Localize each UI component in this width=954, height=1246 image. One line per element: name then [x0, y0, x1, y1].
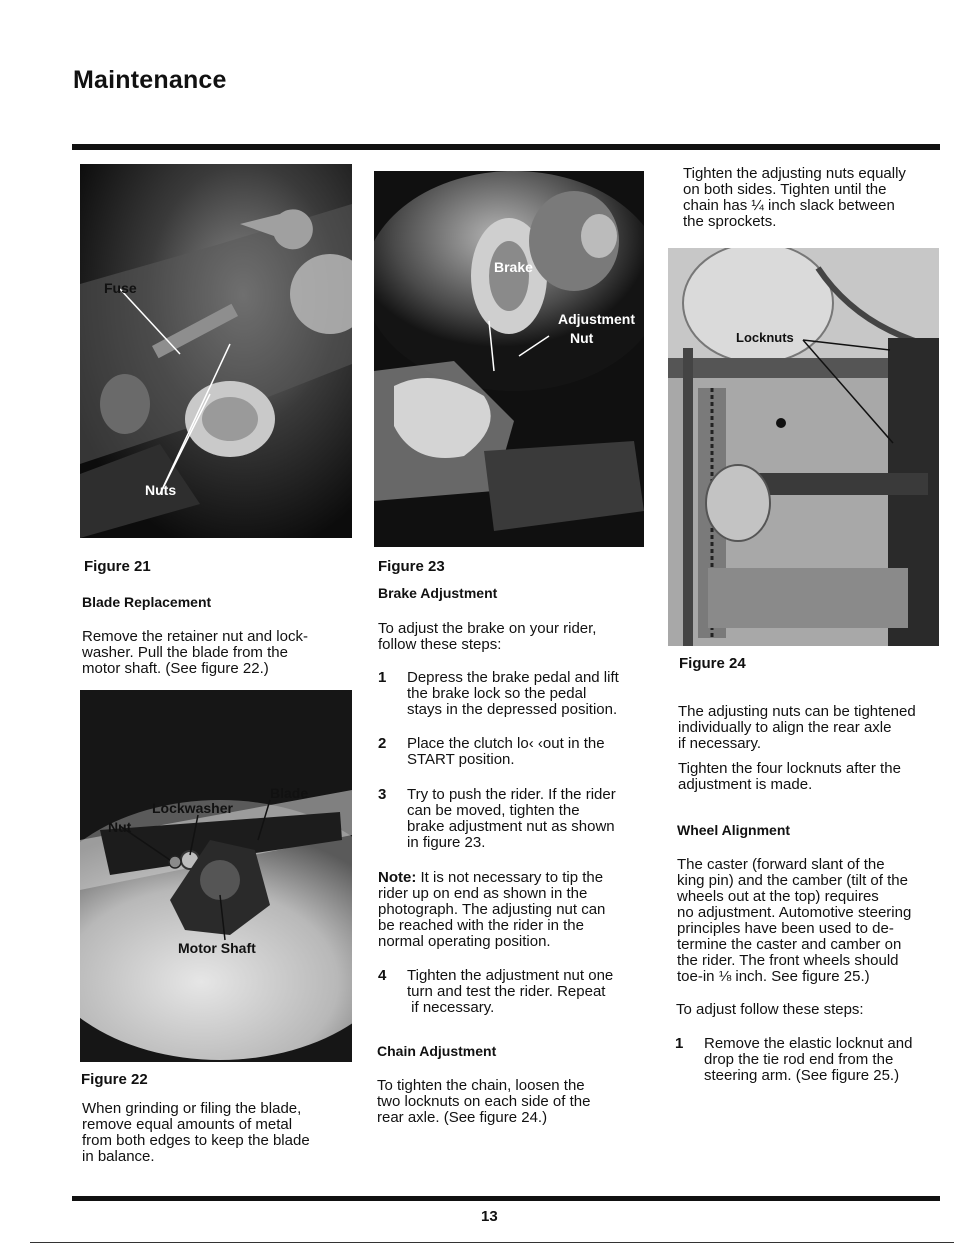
text-line: remove equal amounts of metal	[82, 1116, 293, 1133]
adjust-steps-intro: To adjust follow these steps:	[676, 1001, 864, 1018]
edge-rule	[30, 1242, 954, 1243]
fuse-label: Fuse	[104, 280, 137, 296]
text-line: photograph. The adjusting nut can	[378, 901, 606, 918]
text-line: in figure 23.	[407, 834, 486, 851]
locknuts-label: Locknuts	[736, 330, 794, 345]
adjusting-nuts-text	[678, 704, 916, 752]
figure-21-caption: Figure 21	[84, 558, 151, 575]
text-line: in balance.	[82, 1148, 155, 1165]
text-line: can be moved, tighten the	[407, 802, 580, 819]
text-line: Depress the brake pedal and lift	[407, 669, 619, 686]
text-line: principles have been used to de-	[677, 920, 894, 937]
text-line: if necessary.	[407, 999, 495, 1016]
text-line: motor shaft. (See figure 22.)	[82, 660, 269, 677]
text-line: It is not necessary to tip the	[416, 869, 604, 886]
text-line: no adjustment. Automotive steering	[677, 904, 912, 921]
step-number: 3	[378, 786, 387, 803]
text-line: washer. Pull the blade from the	[82, 644, 288, 661]
brake-step-4	[378, 968, 658, 1020]
text-line: When grinding or filing the blade,	[82, 1100, 302, 1117]
wheel-alignment-heading: Wheel Alignment	[677, 822, 791, 838]
text-line: Try to push the rider. If the rider	[407, 786, 616, 803]
text-line: wheels out at the top) requires	[677, 888, 879, 905]
text-line: rider up on end as shown in the	[378, 885, 588, 902]
page-number: 13	[481, 1208, 498, 1225]
step-number: 4	[378, 967, 387, 984]
text-line: Remove the elastic locknut and	[704, 1035, 913, 1052]
nut-label: Nut	[108, 819, 132, 835]
text-line: toe-in ⅛ inch. See figure 25.)	[677, 968, 870, 985]
step-number: 1	[378, 669, 387, 686]
text-line: follow these steps:	[378, 636, 502, 653]
text-line: two locknuts on each side of the	[377, 1093, 591, 1110]
text-line: START position.	[407, 751, 515, 768]
text-line: To tighten the chain, loosen the	[377, 1077, 585, 1094]
blade-replacement-text	[82, 629, 308, 677]
text-line: Tighten the four locknuts after the	[678, 760, 901, 777]
brake-step-3	[378, 787, 658, 855]
text-line: drop the tie rod end from the	[704, 1051, 894, 1068]
step-number: 1	[675, 1035, 684, 1052]
text-line: adjustment is made.	[678, 776, 813, 793]
text-line: The caster (forward slant of the	[677, 856, 885, 873]
brake-step-1	[378, 670, 658, 722]
text-line: the rider. The front wheels should	[677, 952, 899, 969]
text-line: Place the clutch lo‹ ‹out in the	[407, 735, 605, 752]
text-line: from both edges to keep the blade	[82, 1132, 310, 1149]
text-line: stays in the depressed position.	[407, 701, 618, 718]
text-line: To adjust the brake on your rider,	[378, 620, 597, 637]
tighten-nuts-text	[683, 166, 906, 230]
motor-shaft-label: Motor Shaft	[178, 940, 256, 956]
text-line: on both sides. Tighten until the	[683, 181, 887, 198]
note-text	[378, 870, 605, 950]
text-line: normal operating position.	[378, 933, 551, 950]
text-line: The adjusting nuts can be tightened	[678, 703, 916, 720]
note-label: Note:	[378, 869, 417, 886]
bottom-rule	[72, 1196, 940, 1201]
text-line: turn and test the rider. Repeat	[407, 983, 606, 1000]
brake-label: Brake	[494, 259, 533, 275]
figure-22-photo	[80, 690, 352, 1062]
brake-intro-text	[378, 621, 596, 653]
adjustment-label: Adjustment	[558, 311, 635, 327]
text-line: chain has ¼ inch slack between	[683, 197, 895, 214]
nuts-label: Nuts	[145, 482, 177, 498]
text-line: if necessary.	[678, 735, 762, 752]
wheel-alignment-text	[677, 857, 911, 985]
figure-23-caption: Figure 23	[378, 558, 445, 575]
lockwasher-label: Lockwasher	[152, 800, 233, 816]
chain-adjustment-heading: Chain Adjustment	[377, 1043, 497, 1059]
text-line: brake adjustment nut as shown	[407, 818, 615, 835]
text-line: individually to align the rear axle	[678, 719, 892, 736]
top-rule	[72, 144, 940, 150]
brake-step-2	[378, 736, 658, 772]
text-line: Tighten the adjustment nut one	[407, 967, 614, 984]
text-line: be reached with the rider in the	[378, 917, 584, 934]
blade-label: Blade	[270, 785, 309, 801]
text-line: king pin) and the camber (tilt of the	[677, 872, 908, 889]
step-number: 2	[378, 735, 387, 752]
chain-adjustment-text	[377, 1078, 590, 1126]
text-line: steering arm. (See figure 25.)	[704, 1067, 900, 1084]
page-title: Maintenance	[73, 66, 227, 94]
text-line: termine the caster and camber on	[677, 936, 902, 953]
text-line: Remove the retainer nut and lock-	[82, 628, 308, 645]
figure-22-caption: Figure 22	[81, 1071, 148, 1088]
figure-23-photo	[374, 171, 644, 547]
wheel-step-1	[675, 1036, 950, 1088]
figure-24-photo	[668, 248, 939, 646]
text-line: rear axle. (See figure 24.)	[377, 1109, 548, 1126]
figure-21-photo	[80, 164, 352, 538]
text-line: the sprockets.	[683, 213, 777, 230]
grinding-text	[82, 1101, 310, 1165]
tighten-locknuts-text	[678, 761, 901, 793]
blade-replacement-heading: Blade Replacement	[82, 594, 212, 610]
adjustment-nut-label: Nut	[570, 330, 594, 346]
figure-24-caption: Figure 24	[679, 655, 746, 672]
text-line: the brake lock so the pedal	[407, 685, 587, 702]
text-line: Tighten the adjusting nuts equally	[683, 165, 906, 182]
brake-adjustment-heading: Brake Adjustment	[378, 585, 498, 601]
